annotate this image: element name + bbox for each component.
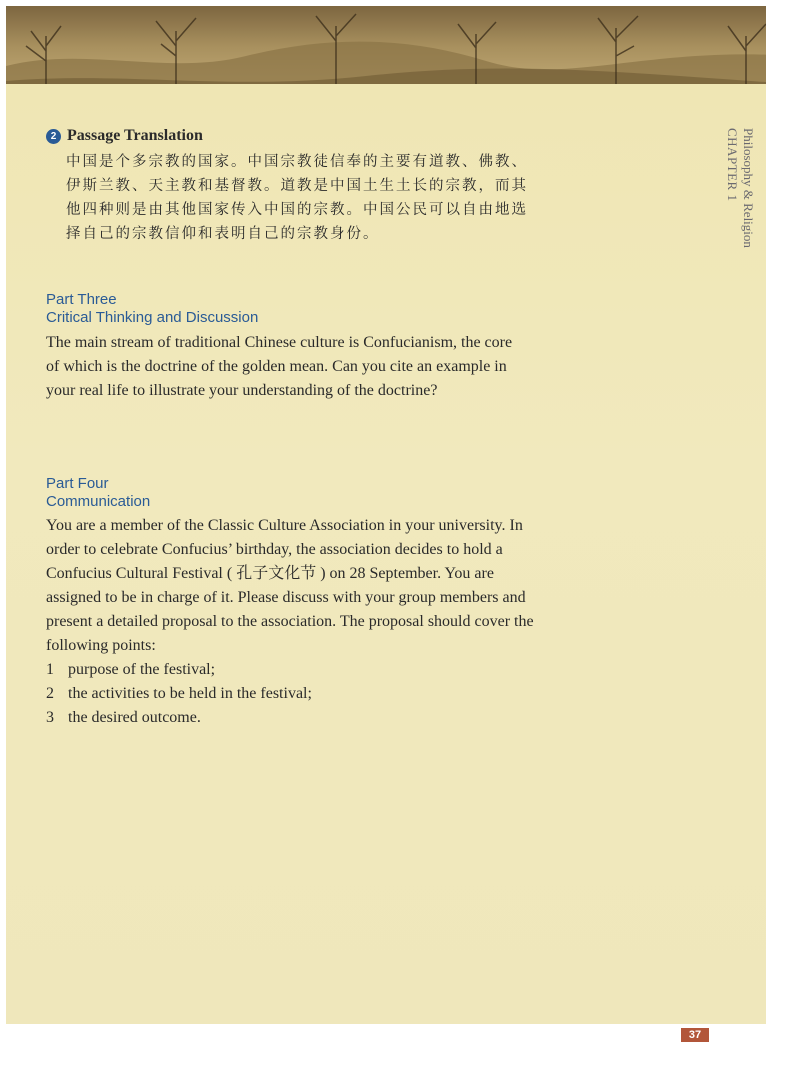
passage-heading-text: Passage Translation bbox=[67, 127, 203, 144]
part-four-subtitle: Communication bbox=[46, 493, 151, 510]
part-four-text: You are a member of the Classic Culture Association in your university. In order to celebrate Confucius’ birthday, the association decides to hold a Confucius Cultural Festival ( 孔子文化节 ) on 28 September. You are assigned to be in charge of it. Please discuss with your group members and present a detailed proposal to the association. The proposal should cover the following points: bbox=[46, 517, 534, 654]
chapter-number: CHAPTER 1 bbox=[725, 128, 740, 202]
passage-translation-heading bbox=[46, 127, 203, 145]
proposal-points-list bbox=[46, 658, 312, 730]
page-margin bbox=[766, 6, 794, 1024]
part-three-subtitle: Critical Thinking and Discussion bbox=[46, 309, 259, 326]
section-number-badge: 2 bbox=[46, 129, 61, 144]
chinese-passage: 中国是个多宗教的国家。中国宗教徒信奉的主要有道教、佛教、伊斯兰教、天主教和基督教。道教是中国土生土长的宗教，而其他四种则是由其他国家传入中国的宗教。中国公民可以自由地选择自己的宗教信仰和表明自己的宗教身份。 bbox=[66, 154, 528, 242]
list-item-text: the activities to be held in the festival; bbox=[68, 685, 312, 702]
part-three-label: Part Three bbox=[46, 291, 117, 308]
part-four-label: Part Four bbox=[46, 475, 109, 492]
list-item bbox=[46, 682, 312, 706]
list-item-text: the desired outcome. bbox=[68, 709, 201, 726]
list-item-number: 2 bbox=[46, 685, 54, 702]
header-landscape-painting bbox=[6, 6, 794, 96]
landscape-illustration bbox=[6, 6, 794, 96]
list-item-number: 1 bbox=[46, 661, 54, 678]
list-item bbox=[46, 706, 312, 730]
chapter-title: Philosophy & Religion bbox=[741, 128, 756, 248]
part-three-text: The main stream of traditional Chinese culture is Confucianism, the core of which is the doctrine of the golden mean. Can you cite an example in your real life to illustrate your understanding of the doctrine? bbox=[46, 334, 513, 399]
list-item-number: 3 bbox=[46, 709, 54, 726]
list-item-text: purpose of the festival; bbox=[68, 661, 216, 678]
list-item bbox=[46, 658, 312, 682]
page-number-badge: 37 bbox=[681, 1028, 709, 1042]
